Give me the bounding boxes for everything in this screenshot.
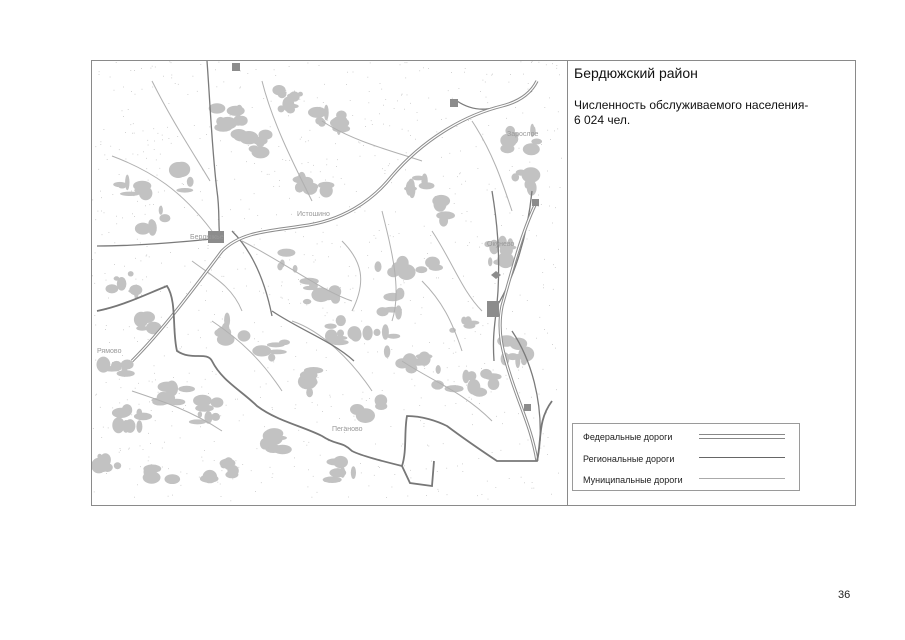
legend-label: Муниципальные дороги <box>583 475 683 485</box>
population-info <box>574 98 844 128</box>
legend-label: Региональные дороги <box>583 454 675 464</box>
legend-swatch-municipal <box>699 478 785 479</box>
road-legend <box>572 423 800 491</box>
legend-swatch-federal <box>699 434 785 439</box>
page-number: 36 <box>838 589 851 601</box>
population-label: Численность обслуживаемого населения- <box>574 98 809 112</box>
district-info-panel <box>568 61 855 505</box>
place-label: Пеганово <box>332 426 363 433</box>
population-value: 6 024 чел. <box>574 113 631 127</box>
legend-item-municipal <box>583 475 683 489</box>
map-canvas <box>92 61 567 505</box>
place-label: Бердюжье <box>190 234 224 241</box>
federal-road <box>132 81 537 461</box>
legend-swatch-regional <box>699 457 785 458</box>
place-label: Истошино <box>297 211 330 218</box>
legend-item-regional <box>583 454 674 468</box>
place-label: Зарослое <box>507 131 539 138</box>
legend-label: Федеральные дороги <box>583 432 673 442</box>
district-map[interactable] <box>92 61 568 505</box>
map-sheet-frame <box>91 60 856 506</box>
place-label: Окунево <box>487 241 515 248</box>
district-title: Бердюжский район <box>574 65 698 81</box>
place-label: Рямово <box>97 348 122 355</box>
legend-item-federal <box>583 432 672 446</box>
terrain-dots <box>92 61 562 501</box>
